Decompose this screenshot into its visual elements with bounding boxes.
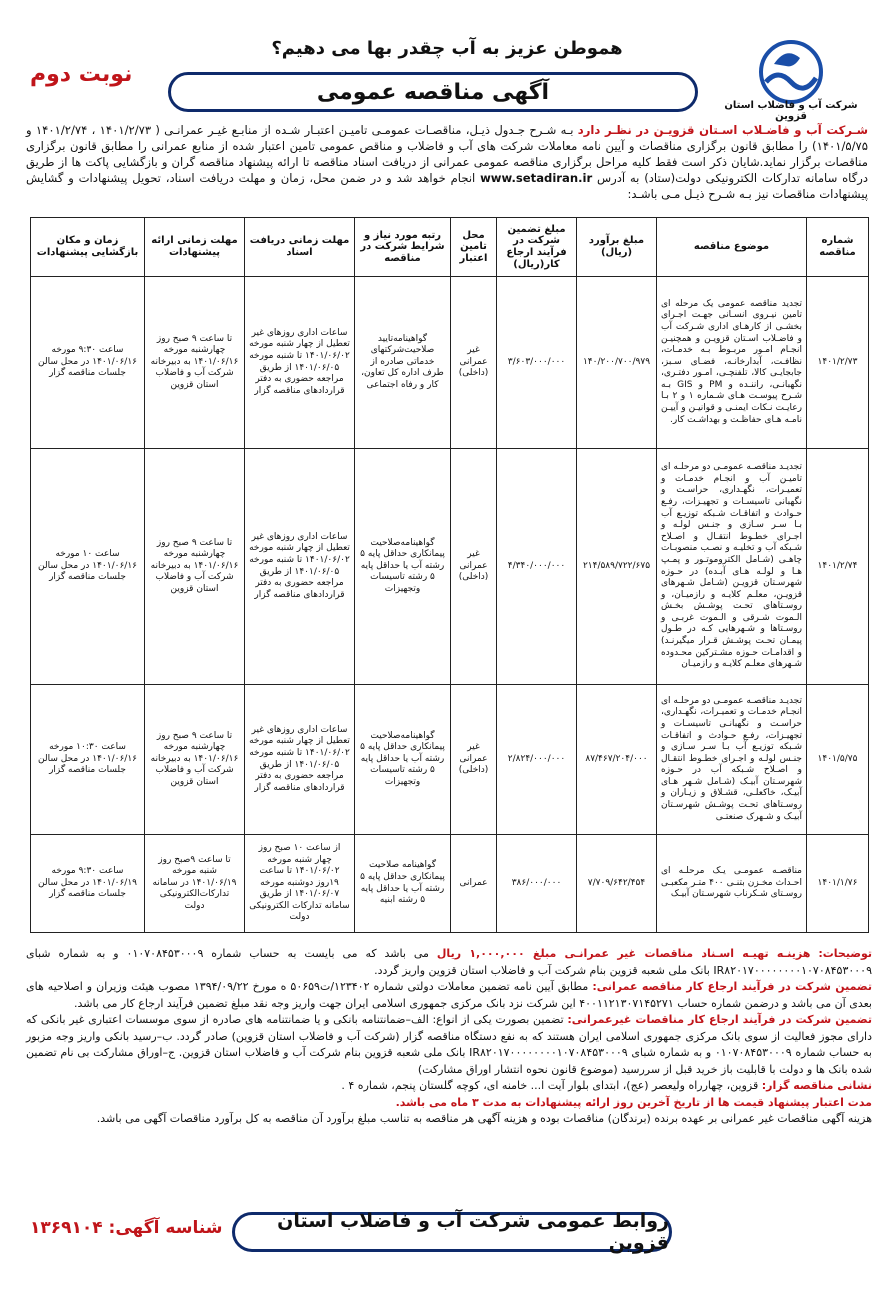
tender-opening: ساعت ۹:۳۰ مورخه ۱۴۰۱/۰۶/۱۶ در محل سالن جلسات مناقصه گزار (31, 277, 145, 449)
tender-rank: گواهینامه‌صلاحیت پیمانکاری حداقل پایه ۵ رشته آب یا حداقل پایه ۵ رشته تاسیسات وتجهیزات (355, 449, 451, 685)
intro-url[interactable]: www.setadiran.ir (480, 171, 593, 185)
note-item (26, 1095, 872, 1112)
tender-opening: ساعت ۱۰ مورخه ۱۴۰۱/۰۶/۱۶ در محل سالن جلسات مناقصه گزار (31, 449, 145, 685)
note-text: می باشد که می بایست به حساب شماره ۰۱۰۷۰۸۴۵۳۰۰۰۹ و به شماره شبای IR۸۲۰۱۷۰۰۰۰۰۰۰۰۱۰۷۰۸۴۵۳۰۰۰۹ بانک ملی شعبه قزوین بنام شرکت آب و فاضلاب استان قزوین واریز گردد. (26, 947, 872, 977)
table-header-row (31, 218, 869, 277)
tender-submit-deadline: تا ساعت ۹ صبح روز چهارشنبه مورخه ۱۴۰۱/۰۶/۱۶ به دبیرخانه شرکت آب و فاضلاب استان قزوین (145, 449, 245, 685)
note-label: توضیحات: (818, 947, 873, 960)
tender-submit-deadline: تا ساعت ۹ صبح روز چهارشنبه مورخه ۱۴۰۱/۰۶/۱۶ به دبیرخانه شرکت آب و فاضلاب استان قزوین (145, 277, 245, 449)
note-label: مدت اعتبار پیشنهاد قیمت ها از تاریخ آخرین روز ارائه پیشنهادات به مدت ۳ ماه می باشد. (395, 1095, 872, 1109)
logo-caption: شرکت آب و فاضلاب استان قزوین (724, 100, 858, 122)
tender-rank: گواهینامه‌تایید صلاحیت‌شرکتهای خدماتی صادره از طرف اداره کل تعاون، کار و رفاه اجتماعی (355, 277, 451, 449)
publication-round: نوبت دوم (30, 62, 133, 87)
tender-rank: گواهینامه‌صلاحیت پیمانکاری حداقل پایه ۵ رشته آب یا حداقل پایه ۵ رشته تاسیسات وتجهیزات (355, 685, 451, 835)
footer-title: روابط عمومی شرکت آب و فاضلاب استان قزوین (277, 1210, 669, 1254)
tender-estimate: ۸۷/۴۶۷/۲۰۴/۰۰۰ (577, 685, 657, 835)
header-cell: موضوع مناقصه (657, 218, 807, 277)
tender-funding: غیر عمرانی (داخلی) (451, 277, 497, 449)
tender-funding: عمرانی (451, 835, 497, 933)
tender-estimate: ۱۴۰/۲۰۰/۷۰۰/۹۷۹ (577, 277, 657, 449)
tender-number: ۱۴۰۱/۲/۷۳ (807, 277, 869, 449)
footer-banner (232, 1212, 672, 1252)
tender-number: ۱۴۰۱/۱/۷۶ (807, 835, 869, 933)
tender-docs-deadline: از ساعت ۱۰ صبح روز چهار شنبه مورخه ۱۴۰۱/۰۶/۰۲ تا ساعت ۱۹روز دوشنبه مورخه ۱۴۰۱/۰۶/۰۷ از طریق سامانه تدارکات الکترونیکی دولت (245, 835, 355, 933)
tenders-table (30, 217, 869, 933)
intro-tail: انجام خواهد شد و در ضمن محل، زمان و مهلت دریافت اسناد، تحویل پیشنهادات و گشایش پیشنهادات مناقصات نیز بـه شـرح ذیـل مـی باشـد: (26, 171, 868, 201)
tender-number: ۱۴۰۱/۲/۷۴ (807, 449, 869, 685)
note-item (26, 1012, 872, 1078)
tender-guarantee: ۳۸۶/۰۰۰/۰۰۰ (497, 835, 577, 933)
note-label: تضمین شرکت در فرآیند ارجاع کار مناقصه عمرانی: (592, 980, 872, 993)
tender-guarantee: ۴/۳۴۰/۰۰۰/۰۰۰ (497, 449, 577, 685)
tender-estimate: ۲۱۴/۵۸۹/۷۲۲/۶۷۵ (577, 449, 657, 685)
tender-rank: گواهینامه صلاحیت پیمانکاری حداقل پایه ۵ رشته آب یا حداقل پایه ۵ رشته ابنیه (355, 835, 451, 933)
tender-opening: ساعت ۹:۳۰ مورخه ۱۴۰۱/۰۶/۱۹ در محل سالن جلسات مناقصه گزار (31, 835, 145, 933)
tender-opening: ساعت ۱۰:۳۰ مورخه ۱۴۰۱/۰۶/۱۶ در محل سالن جلسات مناقصه گزار (31, 685, 145, 835)
note-label: تضمین شرکت در فرآیند ارجاع کار مناقصات غیرعمرانی: (567, 1013, 872, 1026)
note-text: هزینه آگهی مناقصات غیر عمرانی بر عهده برنده (برندگان) مناقصات بوده و هزینه آگهی هر مناقصه به تناسب مبلغ برآورد آن مناقصه به کل برآورد مناقصات آگهی می باشد. (96, 1112, 872, 1125)
tender-subject: مناقصـه عمومـی یـک مرحلـه ای احـداث مخـزن بتنـی ۴۰۰ متـر مکعبـی روسـتای شـکرناب شهرسـتان آبیـک (657, 835, 807, 933)
header-cell: مبلغ تضمین شرکت در فرآیند ارجاع کار(ریال) (497, 218, 577, 277)
tender-number: ۱۴۰۱/۵/۷۵ (807, 685, 869, 835)
header-cell: مهلت زمانی ارائه پیشنهادات (145, 218, 245, 277)
tender-subject: تجدیـد مناقصـه عمومـی دو مرحلـه ای انجـام خدمـات و تعمیـرات، نگهـداری، حراسـت و نگهبانـی تاسیسـات و تجهیـزات، رفـع حـوادث و اتفاقـات شـبکه توزیـع آب بـا سـر سـازی و جنـس لولـه و اجـرای خطـوط انتقـال و اصـلاح شـبکه آب در حـوزه شهرسـتان آبیـک (شـامل شـهر هـای آبیـک، خاکعلـی، قشـلاق و زیـاران و روسـتاهای تحـت پوشـش شهرسـتان آبیـک و شـهرک صنعتـی (657, 685, 807, 835)
header-cell: رتبه مورد نیاز و شرایط شرکت در مناقصه (355, 218, 451, 277)
table-row (31, 835, 869, 933)
slogan: هموطن عزیز به آب چقدر بها می دهیم؟ (271, 38, 623, 59)
note-item (26, 979, 872, 1012)
tender-docs-deadline: ساعات اداری روزهای غیر تعطیل از چهار شنبه مورخه ۱۴۰۱/۰۶/۰۲ تا شنبه مورخه ۱۴۰۱/۰۶/۰۵ از طریق مراجعه حضوری به دفتر قراردادهای مناقصه گزار (245, 685, 355, 835)
note-text: مطابق آیین نامه تضمین معاملات دولتی شماره ۱۲۳۴۰۲/ت۵۰۶۵۹ ه مورخ ۱۳۹۴/۰۹/۲۲ مصوب هیئت وزیران و اصلاحیه های بعدی آن می باشد و درضمن شماره حساب ۴۰۰۱۱۲۱۳۰۷۱۴۵۲۷۱ این شرکت نزد بانک مرکزی جمهوری اسلامی ایران جهت واریز وجه نقد مبلغ تضمین فرآیند ارجاع کار می باشد. (26, 980, 872, 1010)
tender-guarantee: ۲/۸۲۴/۰۰۰/۰۰۰ (497, 685, 577, 835)
tender-guarantee: ۳/۶۰۳/۰۰۰/۰۰۰ (497, 277, 577, 449)
note-subtitle: هزینـه تهیـه اسـناد مناقصات غیر عمرانـی مبلغ ۱,۰۰۰,۰۰۰ ریال (436, 947, 811, 960)
note-label: نشانی مناقصه گزار: (761, 1079, 872, 1092)
header-cell: شماره مناقصه (807, 218, 869, 277)
tender-submit-deadline: تا ساعت ۹ صبح روز چهارشنبه مورخه ۱۴۰۱/۰۶/۱۶ به دبیرخانه شرکت آب و فاضلاب استان قزوین (145, 685, 245, 835)
tender-funding: غیر عمرانی (داخلی) (451, 685, 497, 835)
tender-estimate: ۷/۷۰۹/۶۴۲/۴۵۴ (577, 835, 657, 933)
intro-text: بـه شـرح جـدول ذیـل، مناقصـات عمومـی تامیـن اعتبـار شـده از منابـع غیـر عمرانـی ( ۱۴۰۱/۲/۷۳ ، ۱۴۰۱/۲/۷۴ و ۱۴۰۱/۵/۷۵) را مطابق قانون برگزاری مناقصات و آیین نامه معاملات شرکت های آب و فاضلاب و مناقص عمومی تامین اعتبار شده از منابع عمرانی را مطابق قانون برگزاری مناقصات برگزار نماید.شایان ذکر است فقط کلیه مراحل برگزاری مناقصه عمومی عمرانی از دریافت اسناد مناقصه تا ارائه پیشنهاد مناقصه گران و بازگشایی پاکت ها از طریق درگاه سامانه تدارکات الکترونیکی دولت(ستاد) به آدرس (26, 123, 868, 185)
intro-paragraph (26, 122, 868, 202)
tender-subject: تجدیـد مناقصـه عمومـی دو مرحلـه ای تامیـن آب و انجـام خدمـات و تعمیـرات، نگهـداری، حراسـت و نگهبانی تاسیسـات و تجهیـزات، رفـع حـوادث و اتفاقـات شـبکه توزیـع آب بـا سـر سـازی و جنـس لولـه و اجـرای خطـوط انتقـال و اصـلاح شـبکه آب و تخلیـه و نصـب منصوبـات چاهـی (شـامل الکتروموتـور و پمـپ هـا و لولـه هـای آبـده) در حـوزه شهرسـتان قزویـن (شـامل شـهرهای قزویـن، معلـم کلایـه و رازمیـان، و روسـتاهای تحـت پوشـش بخـش الـموت شـرقی و الـموت غربـی و روسـتاها و شـهرهایی کـه در طـول پیمـان تحـت پوشـش قـرار میگیرنـد) و اقدامـات حـوزه مشـترکین محـدوده شـهرهای معلـم کلایـه و رازمیـان (657, 449, 807, 685)
header-cell: محل تامین اعتبار (451, 218, 497, 277)
notice-title: آگهی مناقصه عمومی (316, 79, 550, 105)
note-item (26, 1078, 872, 1095)
tender-docs-deadline: ساعات اداری روزهای غیر تعطیل از چهار شنبه مورخه ۱۴۰۱/۰۶/۰۲ تا شنبه مورخه ۱۴۰۱/۰۶/۰۵ از طریق مراجعه حضوری به دفتر قراردادهای مناقصه گزار (245, 449, 355, 685)
header-cell: مهلت زمانی دریافت اسناد (245, 218, 355, 277)
table-row (31, 449, 869, 685)
table-row (31, 277, 869, 449)
notice-title-banner (168, 72, 698, 112)
tender-subject: تجدید مناقصه عمومی یک مرحله ای تامین نیـروی انسـانی جهـت اجـرای بخشـی از کارهـای اداری شـرکت آب و فاضـلاب اسـتان قزویـن و همچنیـن انجـام امـور مربـوط بـه خدمـات، نظافـت، آبدارخانـه، فضـای سـبز، جابجایـی کالا، تلفنچـی، امـور دفتـری، نگهبانـی، راننـده و PM و GIS بـه شـرح پیوسـت هـای شـماره ۱ و ۲ بـا رعایـت نـکات ایمنـی و قوانیـن و آییـن نامـه هـای حفاظـت و بهداشـت کار. (657, 277, 807, 449)
ad-identifier: شناسه آگهی: ۱۳۶۹۱۰۴ (30, 1218, 223, 1238)
note-text: قزوین، چهارراه ولیعصر (عج)، ابتدای بلوار آیت ا... خامنه ای، کوچه گلستان پنجم، شماره ۴ . (341, 1079, 762, 1092)
note-item (26, 946, 872, 979)
tender-funding: غیر عمرانی (داخلی) (451, 449, 497, 685)
header-cell: مبلغ برآورد (ریال) (577, 218, 657, 277)
note-text: تضمین بصورت یکی از انواع: الف–ضمانتنامه بانکی و یا ضمانتنامه های صادره از سوی موسسات اعتباری غیر بانکی که دارای مجوز فعالیت از سوی بانک مرکزی جمهوری اسلامی ایران هستند که به نفع دستگاه مناقصه گزار (شرکت آب و فاضلاب استان قزوین) صادر گردد. ب–رسید بانکی واریز وجه مزبور به حساب شماره ۰۱۰۷۰۸۴۵۳۰۰۰۹ و به شماره شبای IR۸۲۰۱۷۰۰۰۰۰۰۰۰۱۰۷۰۸۴۵۳۰۰۰۹ بانک ملی شعبه قزوین بنام شرکت آب و فاضلاب استان قزوین. ج–اوراق مشارکت بی نام تضمین شده بانک ها و دولت با قابلیت باز خرید قبل از سررسید (موضوع قانون نحوه انتشار اوراق مشارکت) (26, 1013, 872, 1076)
tender-docs-deadline: ساعات اداری روزهای غیر تعطیل از چهار شنبه مورخه ۱۴۰۱/۰۶/۰۲ تا شنبه مورخه ۱۴۰۱/۰۶/۰۵ از طریق مراجعه حضوری به دفتر قراردادهای مناقصه گزار (245, 277, 355, 449)
note-item (26, 1111, 872, 1128)
table-row (31, 685, 869, 835)
notes-section (26, 946, 872, 1128)
header-cell: زمان و مکان بازگشایی پیشنهادات (31, 218, 145, 277)
intro-company: شـرکت آب و فاضـلاب اسـتان قزویـن در نظـر دارد (577, 123, 868, 137)
tender-submit-deadline: تا ساعت ۹صبح روز شنبه مورخه ۱۴۰۱/۰۶/۱۹ در سامانه تدارکات‌الکترونیکی دولت (145, 835, 245, 933)
